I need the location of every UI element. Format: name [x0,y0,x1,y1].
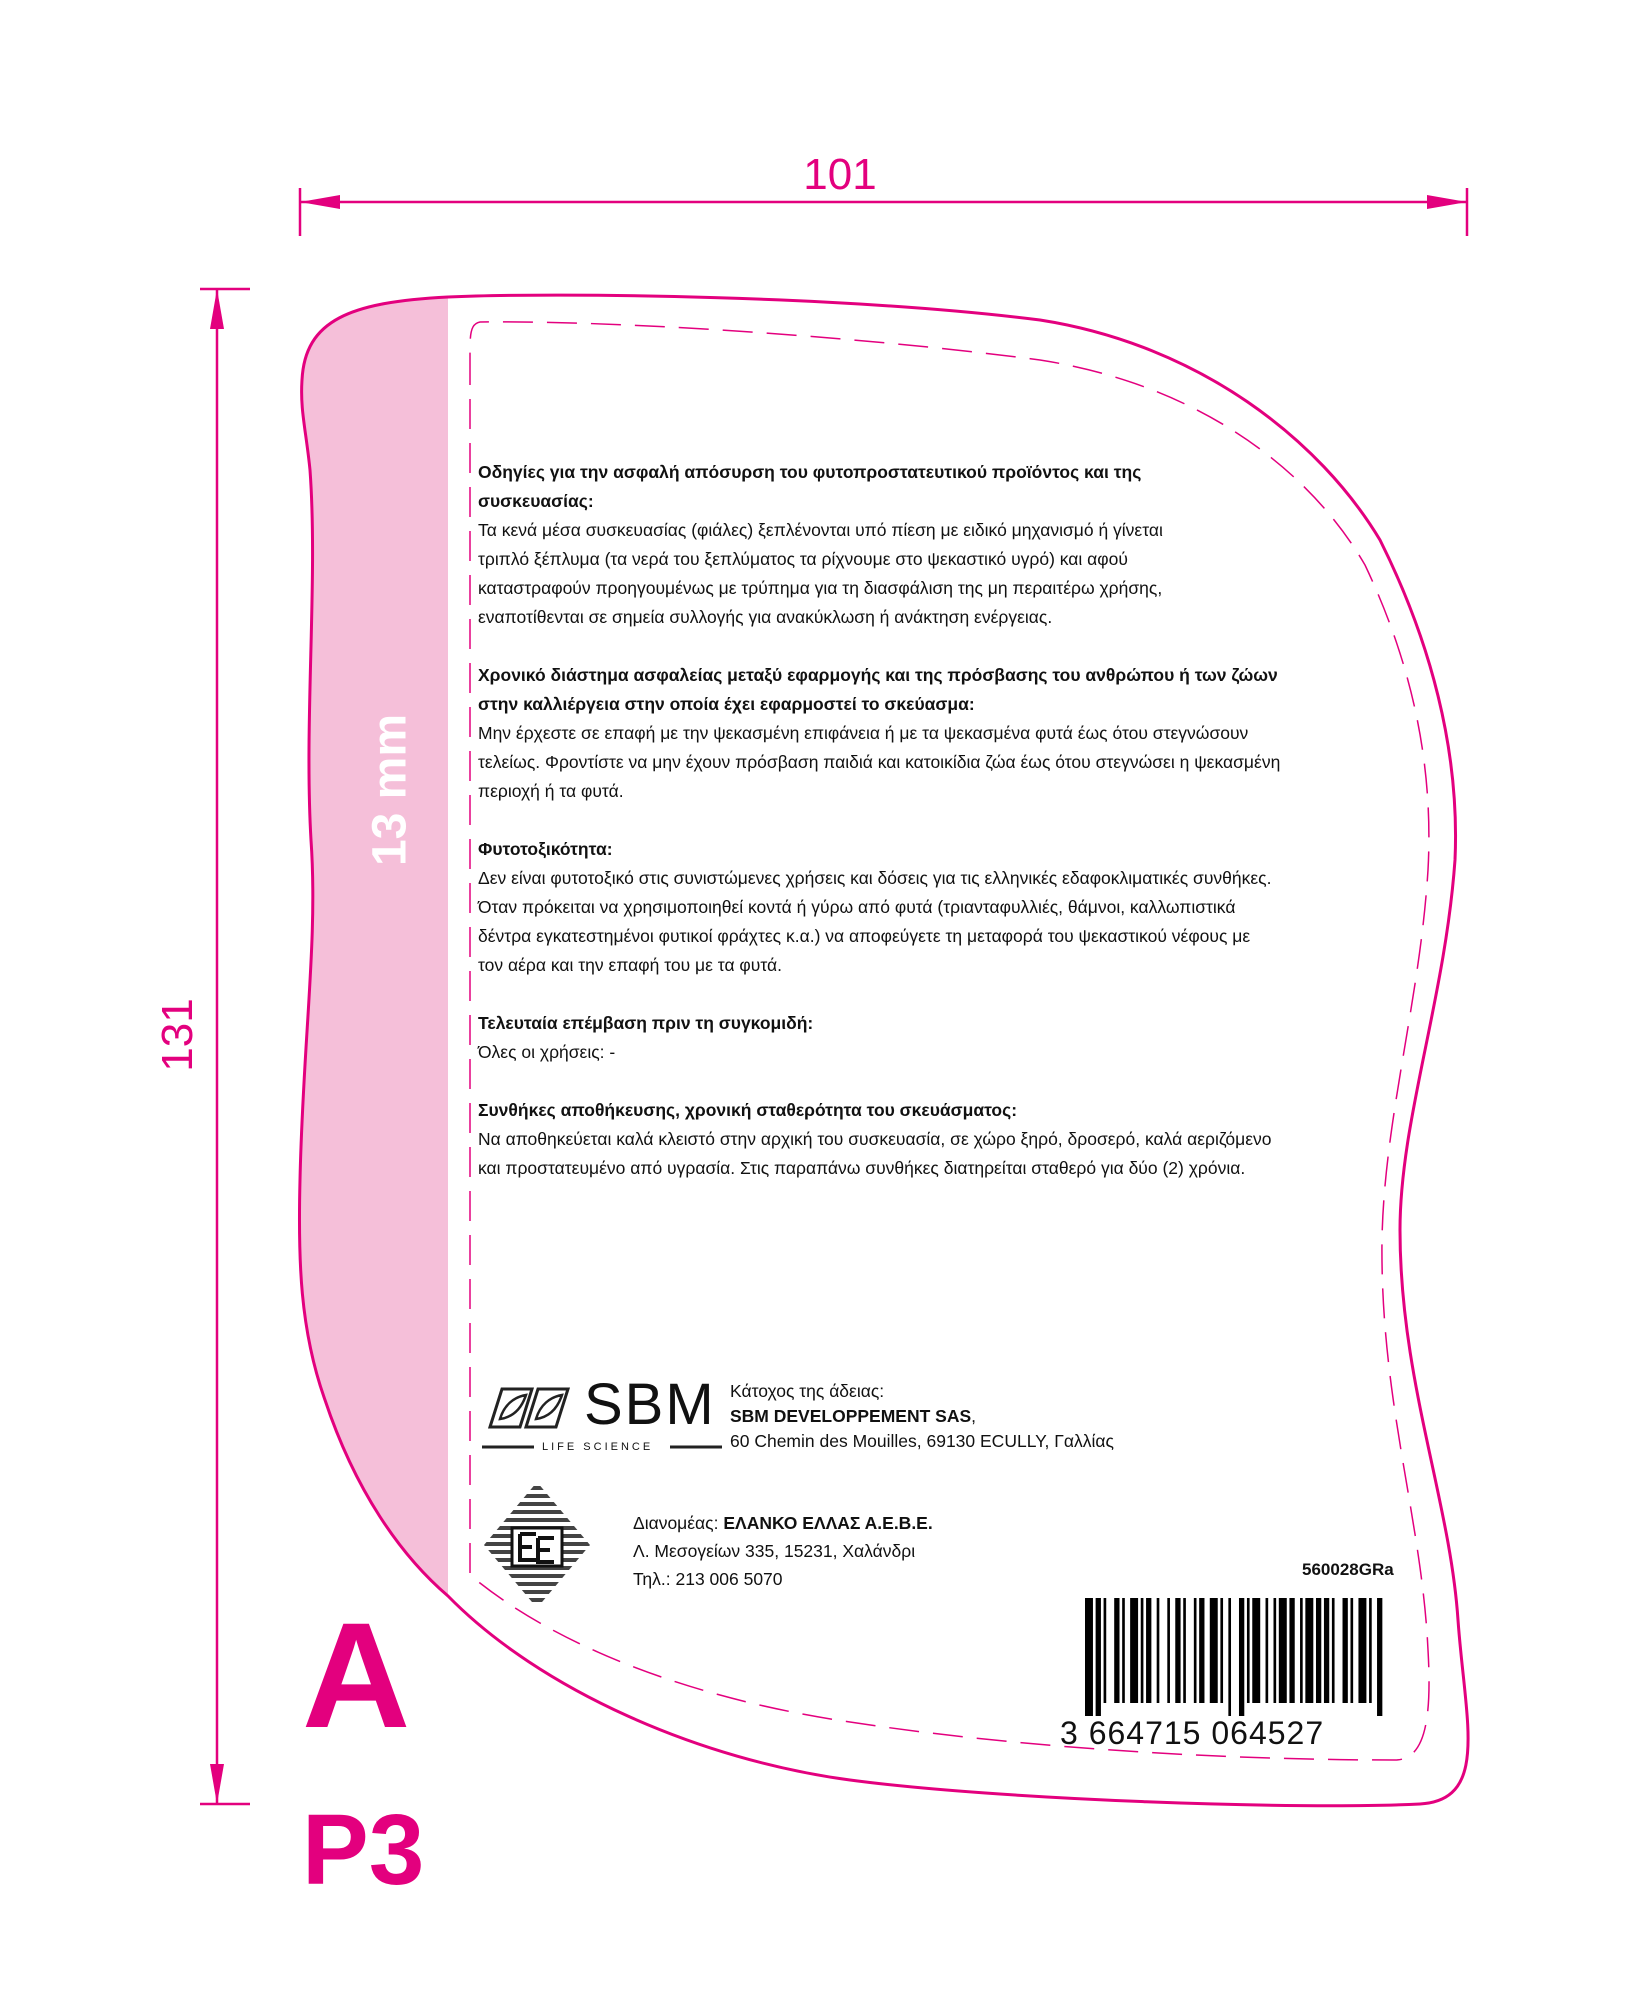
barcode-bar [1141,1598,1144,1703]
section-body: Να αποθηκεύεται καλά κλειστό στην αρχική του συσκευασία, σε χώρο ξηρό, δροσερό, καλά αεριζόμενο και προστατευμένο από υγρασία. Στις παραπάνω συνθήκες διατηρείται σταθερό για δύο (2) χρόνια. [478,1129,1272,1178]
elanco-diamond-logo-icon [482,1480,592,1610]
section-phytotoxicity [478,835,1458,980]
barcode-bar [1252,1598,1260,1703]
barcode-bar [1305,1598,1313,1703]
section-body: Όλες οι χρήσεις: - [478,1042,616,1062]
section-heading: Χρονικό διάστημα ασφαλείας μεταξύ εφαρμογής και της πρόσβασης του ανθρώπου ή των ζώων στην καλλιέργεια στην οποία έχει εφαρμοστεί το σκεύασμα: [478,665,1278,714]
barcode-bar [1350,1598,1353,1703]
width-dimension-label: 101 [803,150,877,199]
barcode-bar [1343,1598,1348,1703]
barcode-bar [1130,1598,1138,1703]
barcode-bar [1266,1598,1269,1703]
barcode-bar [1199,1598,1204,1703]
distributor-company: ΕΛΑΝΚΟ ΕΛΛΑΣ Α.Ε.Β.Ε. [723,1513,933,1533]
section-body: Τα κενά μέσα συσκευασίας (φιάλες) ξεπλένονται υπό πίεση με ειδικό μηχανισμό ή γίνεται τριπλό ξέπλυμα (τα νερά του ξεπλύματος τα ρίχνουμε στο ψεκαστικό υγρό) και αφού καταστραφούν προηγουμένως με τρύπημα για τη διασφάλιση της μη περαιτέρω χρήσης, εναποτίθενται σε σημεία συλλογής για ανακύκλωση ή ανάκτηση ενέργειας. [478,520,1163,627]
barcode-bar [1274,1598,1277,1703]
holder-company-suffix: , [971,1406,977,1426]
barcode-bar [1279,1598,1287,1703]
position-code: P3 [302,1794,425,1906]
label-text-content [478,458,1458,1212]
holder-company: SBM DEVELOPPEMENT SAS [730,1406,972,1426]
barcode-digits: 3 664715 064527 [1060,1715,1325,1751]
barcode-bar [1247,1598,1250,1703]
holder-label: Κάτοχος της άδειας: [730,1381,885,1401]
section-safety-interval [478,661,1458,806]
holder-company-line [730,1404,1114,1429]
height-dimension-line [200,289,250,1804]
barcode-bar [1316,1598,1321,1703]
distributor-label: Διανομέας: [633,1513,724,1533]
adhesive-strip [299,297,448,1596]
barcode-bar [1146,1598,1151,1703]
barcode-bar [1239,1598,1244,1716]
section-heading: Φυτοτοξικότητα: [478,839,613,859]
barcode-bar [1122,1598,1125,1703]
barcode-bar [1183,1598,1186,1703]
section-heading: Τελευταία επέμβαση πριν τη συγκομιδή: [478,1013,814,1033]
barcode-bar [1104,1598,1107,1703]
distributor-address: Λ. Μεσογείων 335, 15231, Χαλάνδρι [633,1541,916,1561]
barcode-bar [1377,1598,1382,1716]
section-body: Μην έρχεστε σε επαφή με την ψεκασμένη επιφάνεια ή με τα ψεκασμένα φυτά έως ότου στεγνώσουν τελείως. Φροντίστε να μην έχουν πρόσβαση παιδιά και κατοικίδια ζώα έως ότου στεγνώσει η ψεκασμένη περιοχή ή τα φυτά. [478,723,1281,801]
barcode-bar [1157,1598,1160,1703]
barcode-bar [1194,1598,1197,1703]
product-code: 560028GRa [1302,1560,1394,1579]
strip-width-label: 13 mm [363,713,417,867]
barcode-bar [1114,1598,1119,1703]
barcode-bar [1228,1598,1231,1716]
distributor-phone: Τηλ.: 213 006 5070 [633,1569,783,1589]
barcode-bars [1085,1598,1385,1716]
barcode-bar [1358,1598,1366,1703]
barcode-bar [1332,1598,1335,1703]
barcode-bar [1324,1598,1329,1703]
barcode-bar [1369,1598,1372,1703]
section-body: Δεν είναι φυτοτοξικό στις συνιστώμενες χρήσεις και δόσεις για τις ελληνικές εδαφοκλιματικές συνθήκες. Όταν πρόκειται να χρησιμοποιηθεί κοντά ή γύρω από φυτά (τριανταφυλλιές, θάμνοι, καλλωπιστικά δέντρα εγκατεστημένοι φυτικοί φράχτες κ.α.) να αποφεύγετε τη μεταφορά του ψεκαστικού νέφους με τον αέρα και την επαφή του με τα φυτά. [478,868,1272,975]
barcode-bar [1220,1598,1223,1703]
barcode-bar [1167,1598,1170,1703]
section-storage [478,1096,1458,1183]
distributor-info [633,1509,933,1593]
section-disposal [478,458,1458,632]
barcode-bar [1210,1598,1218,1703]
sbm-wordmark: SBM [584,1372,716,1437]
barcode-bar [1096,1598,1101,1716]
height-dimension-label: 131 [153,998,202,1072]
width-dimension-line [300,188,1467,236]
section-last-application [478,1009,1458,1067]
barcode-bar [1300,1598,1303,1703]
sbm-subtitle: LIFE SCIENCE [542,1441,654,1453]
section-heading: Οδηγίες για την ασφαλή απόσυρση του φυτοπροστατευτικού προϊόντος και της συσκευασίας: [478,462,1142,511]
section-heading: Συνθήκες αποθήκευσης, χρονική σταθερότητα του σκευάσματος: [478,1100,1018,1120]
version-letter: A [302,1591,411,1759]
barcode-bar [1289,1598,1294,1703]
holder-address: 60 Chemin des Mouilles, 69130 ECULLY, Γαλλίας [730,1431,1114,1451]
license-holder-info [730,1379,1114,1454]
barcode-bar [1175,1598,1180,1703]
distributor-line [633,1509,933,1537]
barcode-bar [1085,1598,1093,1716]
